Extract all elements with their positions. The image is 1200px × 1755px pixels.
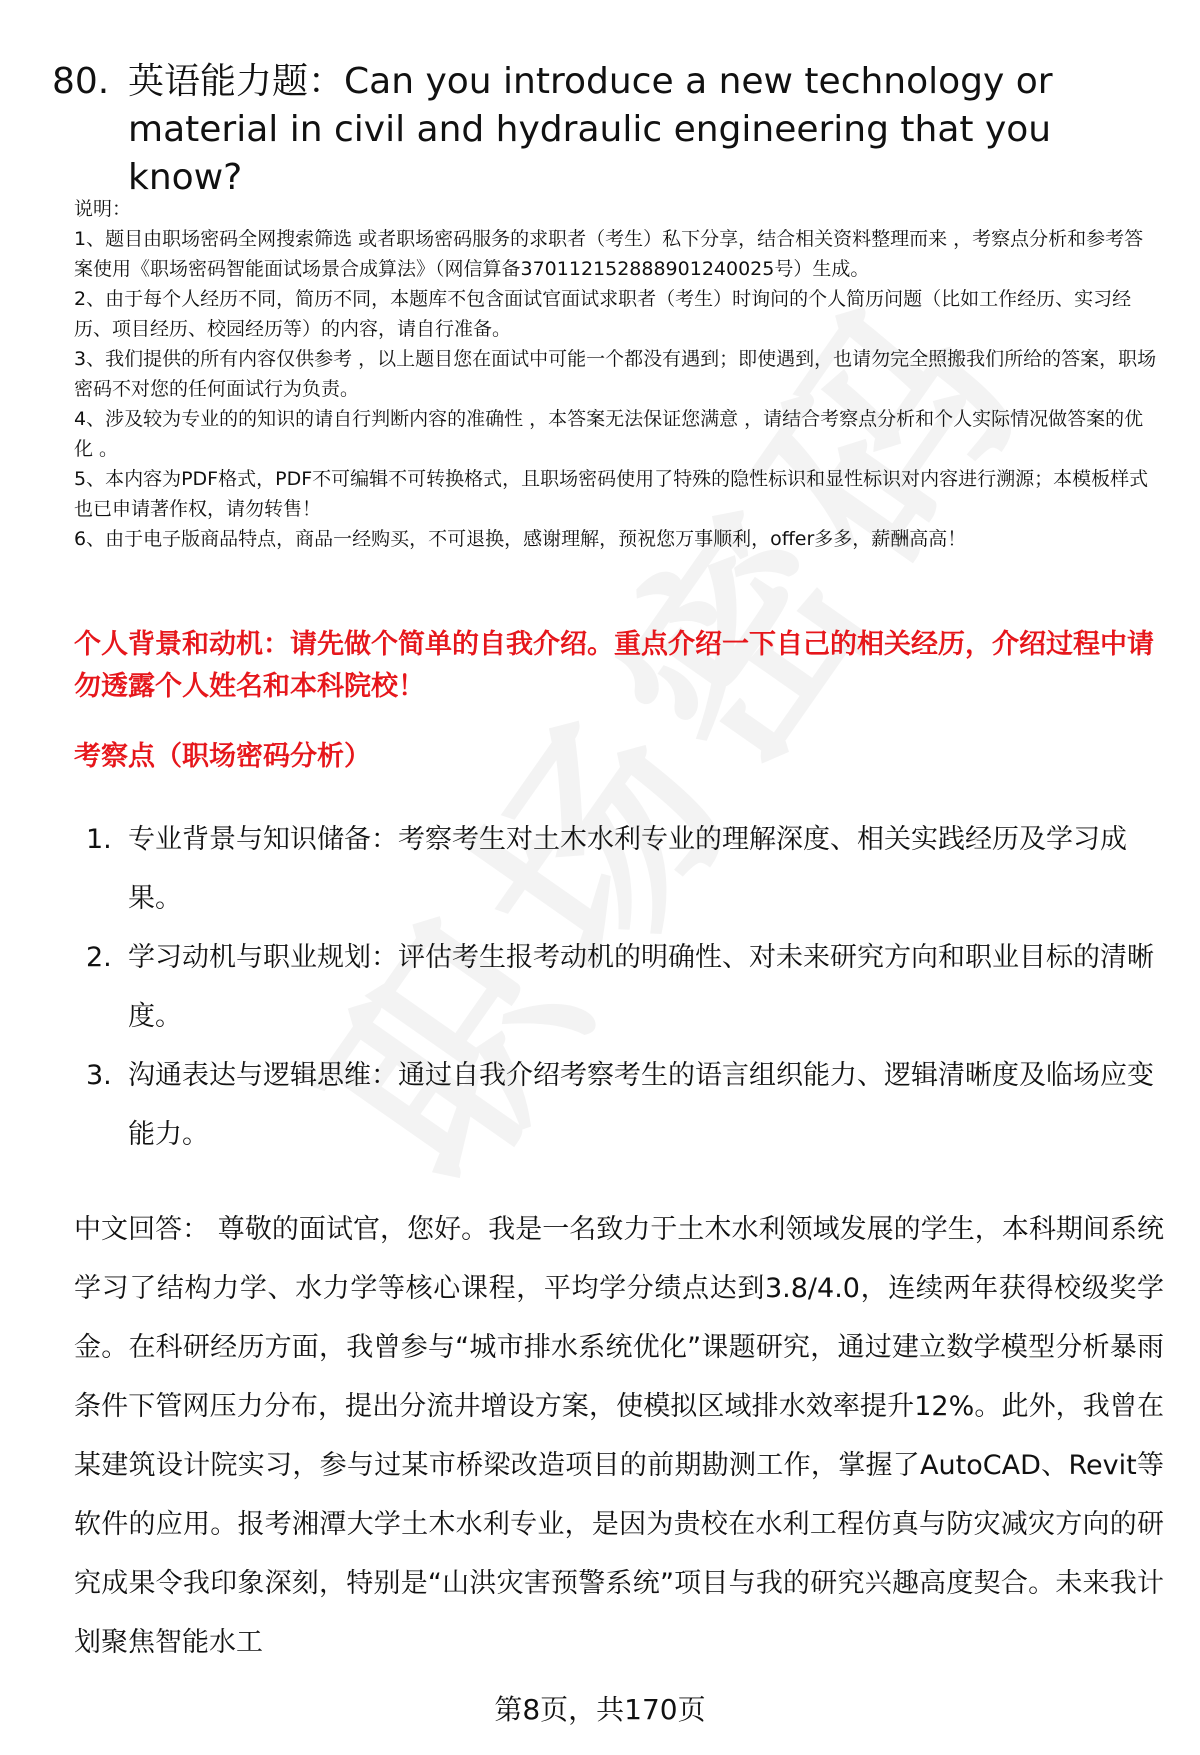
point-number: 3. <box>86 1060 112 1091</box>
list-item <box>86 1046 1166 1164</box>
point-text: 专业背景与知识储备：考察考生对土木水利专业的理解深度、相关实践经历及学习成果。 <box>128 824 1127 914</box>
note-item: 1、题目由职场密码全网搜索筛选 或者职场密码服务的求职者（考生）私下分享，结合相关资料整理而来 ，考察点分析和参考答案使用《职场密码智能面试场景合成算法》（网信算备370112152888901240025号）生成。 <box>74 228 1144 280</box>
note-item: 5、本内容为PDF格式，PDF不可编辑不可转换格式，且职场密码使用了特殊的隐性标识和显性标识对内容进行溯源；本模板样式也已申请著作权，请勿转售！ <box>74 468 1149 520</box>
note-item: 6、由于电子版商品特点，商品一经购买，不可退换，感谢理解，预祝您万事顺利，offer多多，薪酬高高！ <box>74 528 967 550</box>
point-text: 沟通表达与逻辑思维：通过自我介绍考察考生的语言组织能力、逻辑清晰度及临场应变能力。 <box>128 1060 1154 1150</box>
analysis-heading: 考察点（职场密码分析） <box>74 741 371 772</box>
question-text: 英语能力题：Can you introduce a new technology or material in civil and hydraulic engineering that you know? <box>128 61 1053 198</box>
background-heading: 个人背景和动机：请先做个简单的自我介绍。重点介绍一下自己的相关经历，介绍过程中请勿透露个人姓名和本科院校！ <box>74 629 1154 702</box>
list-item <box>86 810 1166 928</box>
point-number: 1. <box>86 824 112 855</box>
answer-text: 尊敬的面试官，您好。我是一名致力于土木水利领域发展的学生，本科期间系统学习了结构力学、水力学等核心课程，平均学分绩点达到3.8/4.0，连续两年获得校级奖学金。在科研经历方面，我曾参与“城市排水系统优化”课题研究，通过建立数学模型分析暴雨条件下管网压力分布，提出分流井增设方案，使模拟区域排水效率提升12%。此外，我曾在某建筑设计院实习，参与过某市桥梁改造项目的前期勘测工作，掌握了AutoCAD、Revit等软件的应用。报考湘潭大学土木水利专业，是因为贵校在水利工程仿真与防灾减灾方向的研究成果令我印象深刻，特别是“山洪灾害预警系统”项目与我的研究兴趣高度契合。未来我计划聚焦智能水工 <box>74 1214 1164 1658</box>
answer-paragraph <box>74 1200 1164 1672</box>
note-item: 2、由于每个人经历不同，简历不同，本题库不包含面试官面试求职者（考生）时询问的个人简历问题（比如工作经历、实习经历、项目经历、校园经历等）的内容，请自行准备。 <box>74 288 1132 340</box>
question-number: 80. <box>52 61 110 102</box>
note-item: 3、我们提供的所有内容仅供参考 ，以上题目您在面试中可能一个都没有遇到；即使遇到，也请勿完全照搬我们所给的答案，职场密码不对您的任何面试行为负责。 <box>74 348 1157 400</box>
note-item: 4、涉及较为专业的的知识的请自行判断内容的准确性 ，本答案无法保证您满意 ，请结合考察点分析和个人实际情况做答案的优化 。 <box>74 408 1144 460</box>
point-text: 学习动机与职业规划：评估考生报考动机的明确性、对未来研究方向和职业目标的清晰度。 <box>128 942 1154 1032</box>
list-item <box>86 928 1166 1046</box>
notes-block <box>74 194 1160 554</box>
notes-heading: 说明： <box>74 198 132 220</box>
analysis-points <box>86 810 1166 1164</box>
point-number: 2. <box>86 942 112 973</box>
answer-label: 中文回答： <box>74 1214 210 1245</box>
page-footer: 第8页，共170页 <box>494 1693 706 1726</box>
question-title <box>52 58 1162 202</box>
